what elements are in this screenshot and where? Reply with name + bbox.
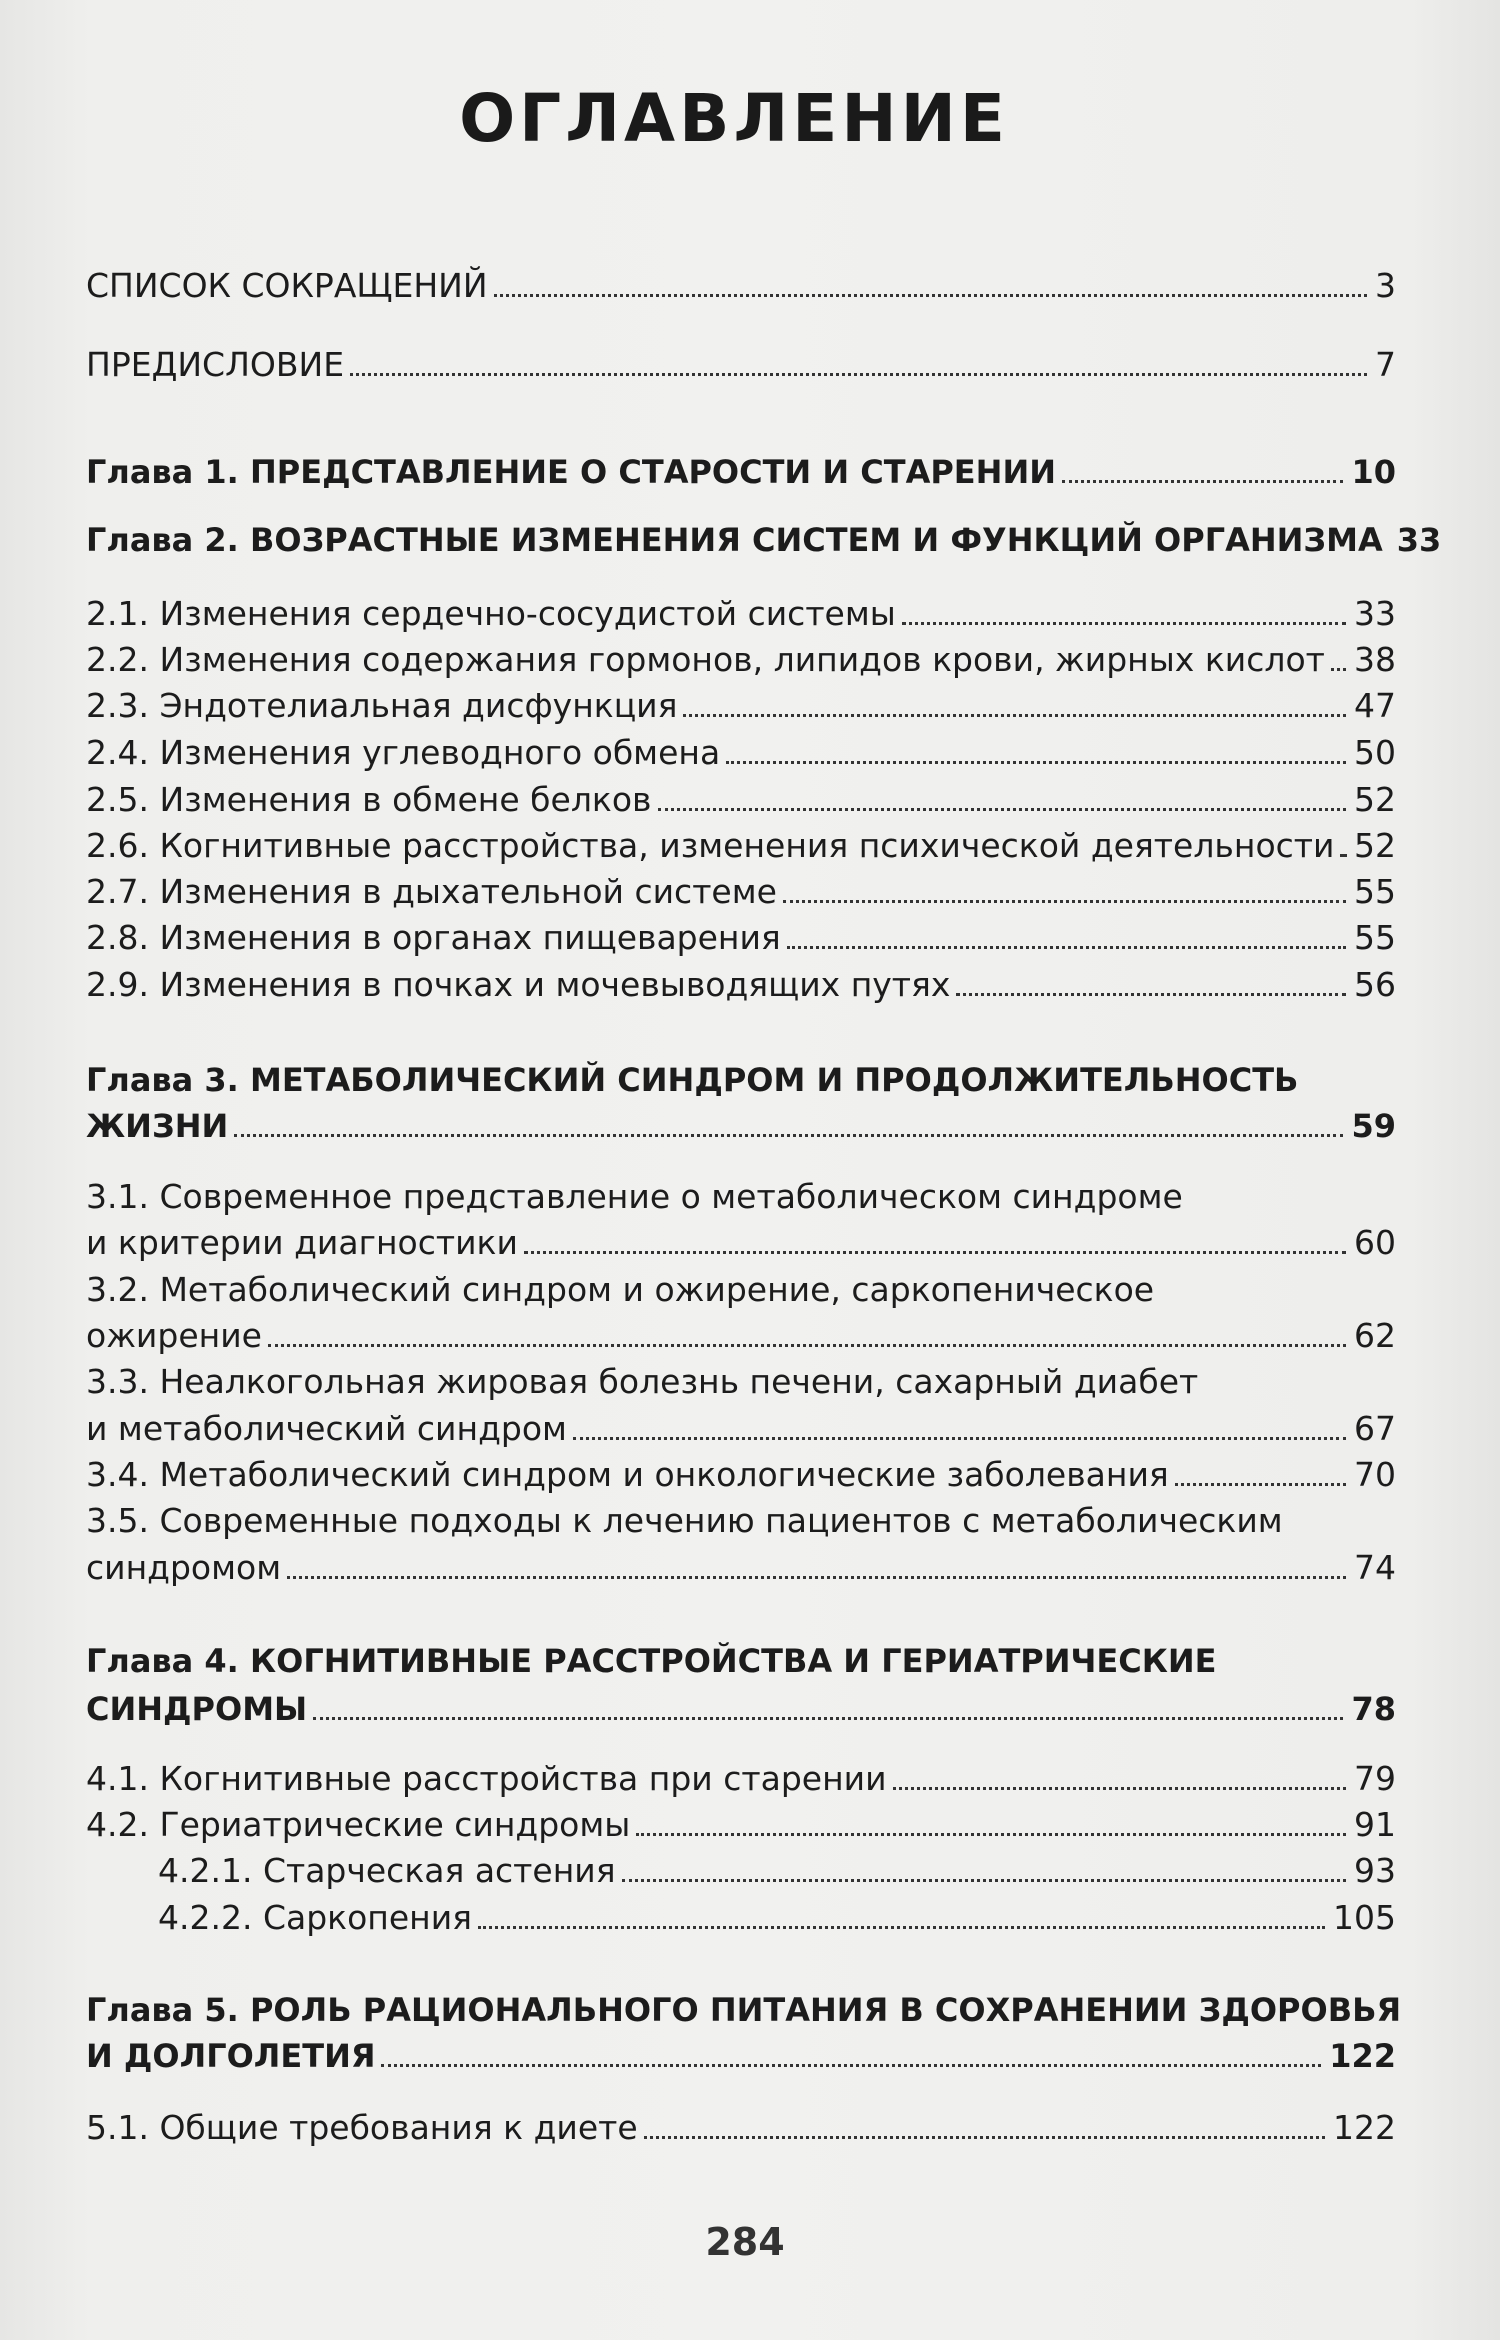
chapter-title: И ДОЛГОЛЕТИЯ [86, 2037, 376, 2075]
dot-leader [787, 946, 1346, 949]
section-title: 2.9. Изменения в почках и мочевыводящих путях [86, 965, 951, 1004]
chapter-title-line: Глава 5. РОЛЬ РАЦИОНАЛЬНОГО ПИТАНИЯ В СОХРАНЕНИИ ЗДОРОВЬЯ [86, 1991, 1402, 2029]
toc-entry-abbreviations [86, 266, 1396, 306]
dot-leader [1175, 1483, 1346, 1486]
toc-page-number: 55 [1354, 872, 1396, 911]
section-title: 4.1. Когнитивные расстройства при старении [86, 1759, 887, 1798]
page-number: 284 [705, 2220, 785, 2264]
dot-leader [783, 900, 1346, 903]
dot-leader [268, 1344, 1346, 1347]
toc-section [86, 2108, 1396, 2148]
toc-chapter-4 [86, 1689, 1396, 1729]
toc-page-number: 59 [1351, 1107, 1396, 1145]
toc-page-number: 56 [1354, 965, 1396, 1004]
toc-section [86, 733, 1396, 773]
dot-leader [644, 2136, 1325, 2139]
toc-page-number: 10 [1351, 453, 1396, 491]
toc-section [86, 1409, 1396, 1449]
section-title: 2.2. Изменения содержания гормонов, липидов крови, жирных кислот [86, 640, 1325, 679]
dot-leader [683, 714, 1346, 717]
toc-entry-preface [86, 345, 1396, 385]
section-title: 2.5. Изменения в обмене белков [86, 780, 652, 819]
dot-leader [313, 1717, 1343, 1720]
section-title: 2.8. Изменения в органах пищеварения [86, 918, 781, 957]
toc-entry-title: ПРЕДИСЛОВИЕ [86, 345, 345, 384]
dot-leader [956, 993, 1346, 996]
chapter-title: ЖИЗНИ [86, 1107, 229, 1145]
section-title-line: 3.1. Современное представление о метаболическом синдроме [86, 1177, 1183, 1216]
section-title: 2.6. Когнитивные расстройства, изменения психической деятельности [86, 826, 1335, 865]
toc-page-number: 93 [1354, 1851, 1396, 1890]
toc-chapter-2 [86, 520, 1442, 560]
dot-leader [902, 622, 1346, 625]
section-title: 2.3. Эндотелиальная дисфункция [86, 686, 678, 725]
dot-leader [494, 294, 1367, 297]
dot-leader [287, 1576, 1346, 1579]
section-title: синдромом [86, 1548, 282, 1587]
chapter-title: Глава 1. ПРЕДСТАВЛЕНИЕ О СТАРОСТИ И СТАРЕНИИ [86, 453, 1056, 491]
toc-page-number: 3 [1375, 266, 1396, 305]
toc-page-number: 52 [1354, 780, 1396, 819]
toc-page-number: 55 [1354, 918, 1396, 957]
section-title-line: 3.5. Современные подходы к лечению пациентов с метаболическим [86, 1501, 1283, 1540]
toc-page-number: 91 [1354, 1805, 1396, 1844]
toc-section [86, 1316, 1396, 1356]
toc-subsection [158, 1898, 1396, 1938]
dot-leader [658, 808, 1347, 811]
section-title: 4.2. Гериатрические синдромы [86, 1805, 631, 1844]
chapter-title: СИНДРОМЫ [86, 1690, 308, 1728]
toc-section [86, 1805, 1396, 1845]
toc-page-number: 105 [1333, 1898, 1396, 1937]
dot-leader [1331, 668, 1346, 671]
dot-leader [622, 1879, 1346, 1882]
toc-section [86, 1759, 1396, 1799]
subsection-title: 4.2.1. Старческая астения [158, 1851, 616, 1890]
chapter-title-line: Глава 3. МЕТАБОЛИЧЕСКИЙ СИНДРОМ И ПРОДОЛЖИТЕЛЬНОСТЬ [86, 1061, 1299, 1099]
toc-subsection [158, 1851, 1396, 1891]
toc-section [86, 872, 1396, 912]
toc-section [86, 640, 1396, 680]
toc-section [86, 918, 1396, 958]
toc-page-number: 50 [1354, 733, 1396, 772]
dot-leader [234, 1134, 1343, 1137]
chapter-title-line: Глава 4. КОГНИТИВНЫЕ РАССТРОЙСТВА И ГЕРИАТРИЧЕСКИЕ [86, 1642, 1217, 1680]
toc-page-number: 33 [1396, 521, 1442, 559]
section-title-line: 3.2. Метаболический синдром и ожирение, саркопеническое [86, 1270, 1155, 1309]
toc-page-number: 60 [1354, 1223, 1396, 1262]
toc-section [86, 594, 1396, 634]
section-title: 3.4. Метаболический синдром и онкологические заболевания [86, 1455, 1169, 1494]
toc-page-number: 70 [1354, 1455, 1396, 1494]
dot-leader [893, 1787, 1346, 1790]
toc-section [86, 686, 1396, 726]
toc-page-number: 7 [1375, 345, 1396, 384]
section-title: 2.4. Изменения углеводного обмена [86, 733, 721, 772]
page-title: ОГЛАВЛЕНИЕ [459, 80, 1009, 157]
subsection-title: 4.2.2. Саркопения [158, 1898, 473, 1937]
toc-entry-title: СПИСОК СОКРАЩЕНИЙ [86, 266, 488, 305]
toc-section [86, 965, 1396, 1005]
toc-chapter-5 [86, 2036, 1396, 2076]
toc-section [86, 780, 1396, 820]
toc-page-number: 67 [1354, 1409, 1396, 1448]
dot-leader [350, 373, 1367, 376]
toc-chapter-3 [86, 1106, 1396, 1146]
chapter-title: Глава 2. ВОЗРАСТНЫЕ ИЗМЕНЕНИЯ СИСТЕМ И ФУНКЦИЙ ОРГАНИЗМА [86, 521, 1383, 559]
toc-page-number: 33 [1354, 594, 1396, 633]
toc-page-number: 122 [1333, 2108, 1396, 2147]
toc-page-number: 38 [1354, 640, 1396, 679]
dot-leader [636, 1833, 1346, 1836]
section-title: и метаболический синдром [86, 1409, 567, 1448]
toc-section [86, 1548, 1396, 1588]
toc-page-number: 47 [1354, 686, 1396, 725]
dot-leader [573, 1437, 1346, 1440]
toc-page-number: 122 [1329, 2037, 1396, 2075]
dot-leader [726, 761, 1346, 764]
toc-page-number: 74 [1354, 1548, 1396, 1587]
toc-page-number: 79 [1354, 1759, 1396, 1798]
section-title: 2.7. Изменения в дыхательной системе [86, 872, 777, 911]
dot-leader [478, 1926, 1325, 1929]
toc-page-number: 78 [1351, 1690, 1396, 1728]
section-title: и критерии диагностики [86, 1223, 518, 1262]
section-title: 5.1. Общие требования к диете [86, 2108, 638, 2147]
dot-leader [1340, 854, 1346, 857]
dot-leader [381, 2064, 1321, 2067]
toc-section [86, 826, 1396, 866]
toc-section [86, 1455, 1396, 1495]
dot-leader [1062, 480, 1343, 483]
toc-page-number: 52 [1354, 826, 1396, 865]
section-title: 2.1. Изменения сердечно-сосудистой системы [86, 594, 896, 633]
toc-page-number: 62 [1354, 1316, 1396, 1355]
toc-chapter-1 [86, 452, 1396, 492]
section-title: ожирение [86, 1316, 262, 1355]
dot-leader [524, 1251, 1346, 1254]
toc-section [86, 1223, 1396, 1263]
section-title-line: 3.3. Неалкогольная жировая болезнь печени, сахарный диабет [86, 1362, 1199, 1401]
